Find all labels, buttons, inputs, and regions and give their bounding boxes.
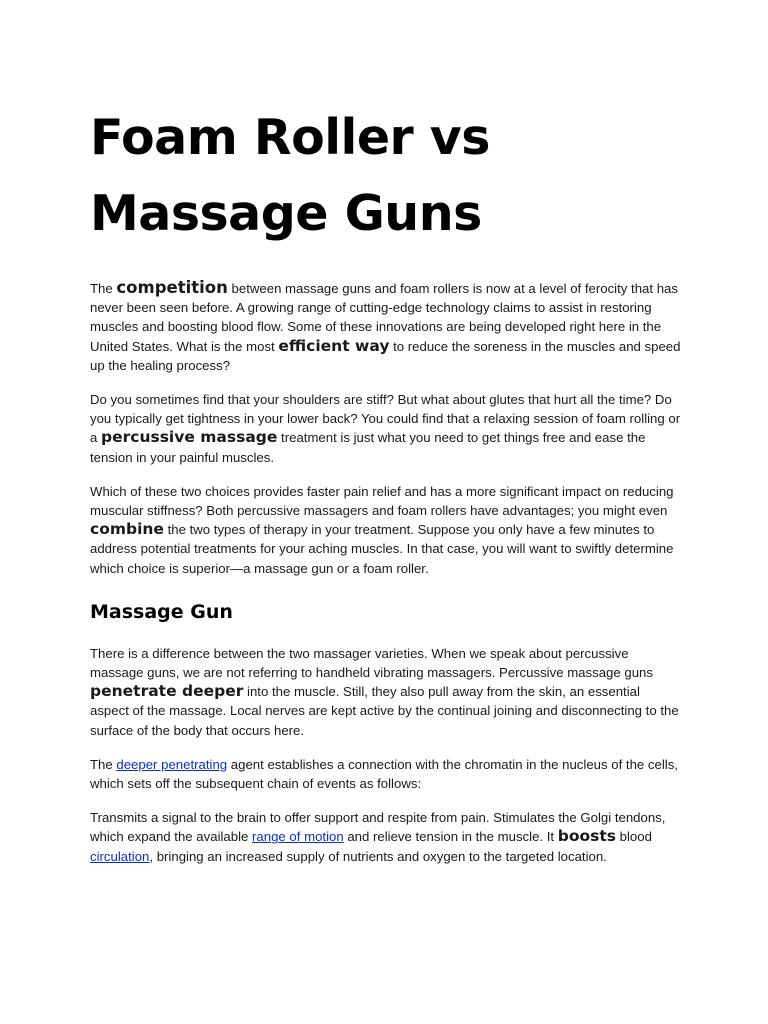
paragraph-stiffness: Do you sometimes find that your shoulders are stiff? But what about glutes that hurt all the time? Do you typically get tightness in your lower back? You could find that a relaxing session of foam rolling or a percussive massage treatment is just what you need to get things free and ease the tension in your painful muscles. [90, 392, 681, 465]
document-page [90, 100, 682, 881]
keyword-penetrate-deeper: penetrate deeper [90, 682, 244, 701]
link-deeper-penetrating[interactable]: deeper penetrating [116, 756, 228, 772]
paragraph-massager-varieties: There is a difference between the two massager varieties. When we speak about percussive massage guns, we are not referring to handheld vibrating massagers. Percussive massage guns penetrate deeper into the muscle. Still, they also pull away from the skin, an essential aspect of the massage. Local nerves are kept active by the continual joining and disconnecting to the surface of the body that occurs here. [90, 645, 679, 738]
paragraph-intro: The competition between massage guns and foam rollers is now at a level of ferocity that has never been seen before. A growing range of cutting-edge technology claims to assist in restoring muscles and boosting blood flow. Some of these innovations are being developed right here in the United States. What is the most efficient way to reduce the soreness in the muscles and speed up the healing process? [90, 278, 681, 373]
paragraph-benefits: Transmits a signal to the brain to offer support and respite from pain. Stimulates the Golgi tendons, which expand the available range of motion and relieve tension in the muscle. It boosts blood circulation, bringing an increased supply of nutrients and oxygen to the targeted location. [90, 810, 666, 864]
keyword-percussive-massage: percussive massage [101, 428, 278, 447]
paragraph-chromatin: The deeper penetrating agent establishes a connection with the chromatin in the nucleus of the cells, which sets off the subsequent chain of events as follows: [90, 756, 678, 792]
keyword-combine: combine [90, 520, 164, 539]
link-range-of-motion[interactable]: range of motion [252, 829, 344, 845]
link-circulation[interactable]: circulation [90, 848, 150, 864]
document-title: Foam Roller vs Massage Guns [90, 109, 490, 242]
keyword-efficient-way: efficient way [278, 336, 390, 355]
paragraph-choices: Which of these two choices provides faster pain relief and has a more significant impact on reducing muscular stiffness? Both percussive massagers and foam rollers have advantages; you might even combine the two types of therapy in your treatment. Suppose you only have a few minutes to address potential treatments for your aching muscles. In that case, you will want to swiftly determine which choice is superior—a massage gun or a foam roller. [90, 483, 674, 576]
section-heading-massage-gun: Massage Gun [90, 600, 233, 623]
keyword-competition: competition [116, 278, 228, 297]
keyword-boosts: boosts [557, 827, 616, 846]
